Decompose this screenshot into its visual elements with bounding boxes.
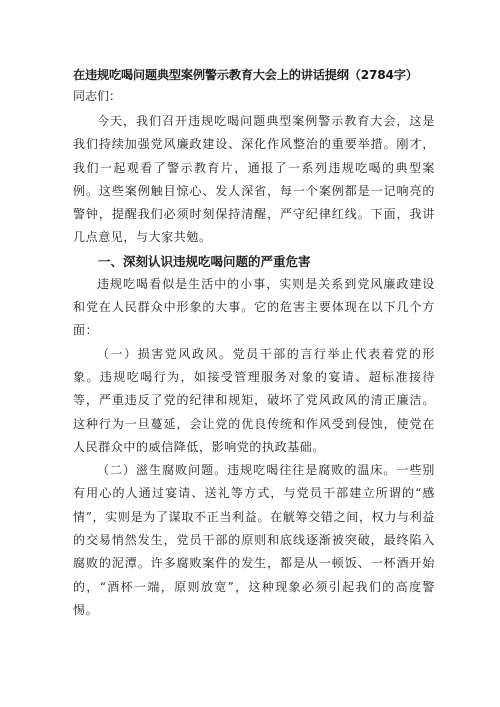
section-1-intro-paragraph: 违规吃喝看似是生活中的小事，实则是关系到党风廉政建设和党在人民群众中形象的大事。它的危害主要体现在以下几个方面： <box>73 276 435 338</box>
document-page <box>73 66 435 622</box>
intro-paragraph: 今天，我们召开违规吃喝问题典型案例警示教育大会，这是我们持续加强党风廉政建设、深化作风整治的重要举措。刚才，我们一起观看了警示教育片，通报了一系列违规吃喝的典型案例。这些案例触目惊心、发人深省，每一个案例都是一记响亮的警钟，提醒我们必须时刻保持清醒，严守纪律红线。下面，我讲几点意见，与大家共勉。 <box>73 114 435 245</box>
document-title: 在违规吃喝问题典型案例警示教育大会上的讲话提纲（2784字） <box>73 68 418 82</box>
point-2-paragraph: （二）滋生腐败问题。违规吃喝往往是腐败的温床。一些别有用心的人通过宴请、送礼等方式，与党员干部建立所谓的“感情”，实则是为了谋取不正当利益。在觥筹交错之间，权力与利益的交易悄然发生，党员干部的原则和底线逐渐被突破，最终陷入腐败的泥潭。许多腐败案件的发生，都是从一顿饭、一杯酒开始的，“酒杯一端，原则放宽”，这种现象必须引起我们的高度警惕。 <box>73 463 435 617</box>
greeting: 同志们： <box>73 89 122 103</box>
point-1-paragraph: （一）损害党风政风。党员干部的言行举止代表着党的形象。违规吃喝行为，如接受管理服务对象的宴请、超标准接待等，严重违反了党的纪律和规矩，破坏了党风政风的清正廉洁。这种行为一旦蔓延，会让党的优良传统和作风受到侵蚀，使党在人民群众中的威信降低，影响党的执政基础。 <box>73 346 435 454</box>
section-1-heading: 一、深刻认识违规吃喝问题的严重危害 <box>98 253 311 269</box>
